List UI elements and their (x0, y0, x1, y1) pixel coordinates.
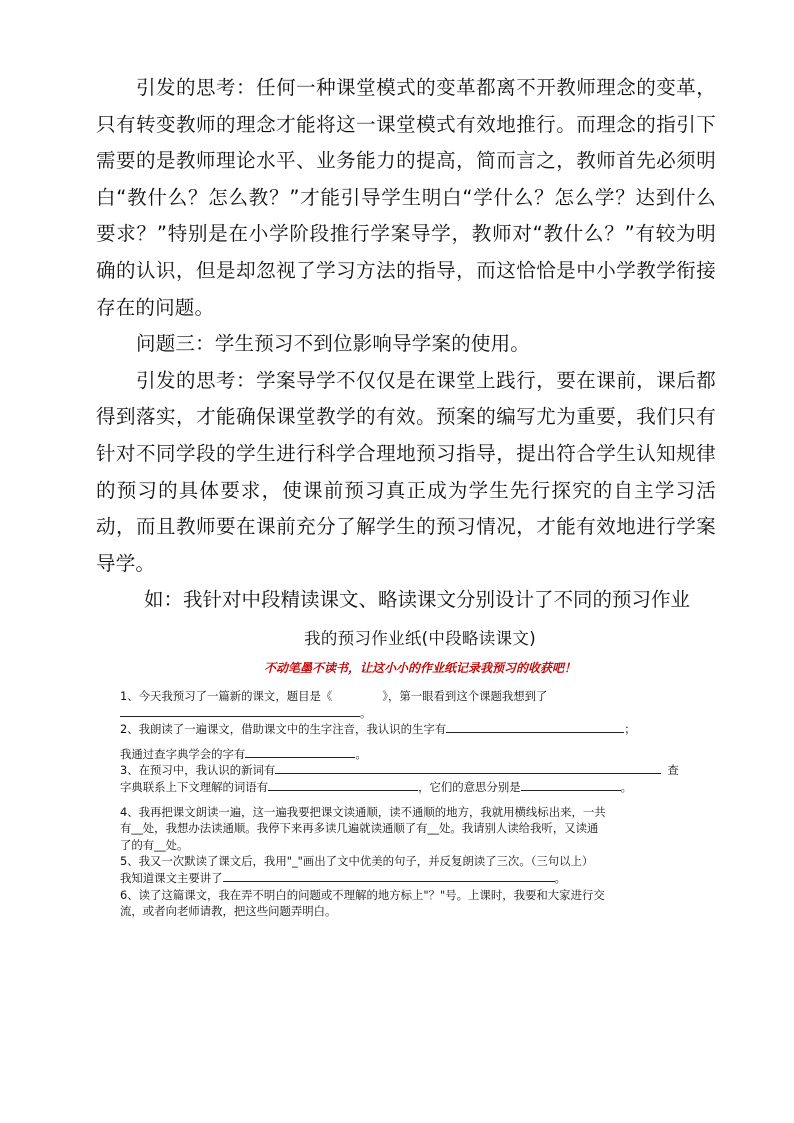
spacer (120, 738, 720, 746)
question-3-text-a: 3、在预习中，我认识的新词有 (120, 763, 276, 778)
main-text (96, 70, 716, 619)
question-4-line-2: 有__处，我想办法读通顺。我停下来再多读几遍就读通顺了有__处。我请别人读给我听，又读通 (120, 821, 599, 836)
question-1-text-a: 1、今天我预习了一篇新的课文，题目是《 (120, 689, 333, 703)
question-2-text-c: 我通过查字典学会的字有 (120, 746, 246, 761)
paragraph-reflection-2: 引发的思考：学案导学不仅仅是在课堂上践行，要在课前，课后都得到落实，才能确保课堂教学的有效。预案的编写尤为重要，我们只有针对不同学段的学生进行科学合理地预习指导，提出符合学生认知规律的预习的具体要求，使课前预习真正成为学生先行探究的自主学习活动，而且教师要在课前充分了解学生的预习情况，才能有效地进行学案导学。 (96, 368, 716, 575)
question-5-line-2 (120, 870, 720, 887)
title-blank (332, 689, 382, 700)
paragraph-reflection-1: 引发的思考：任何一种课堂模式的变革都离不开教师理念的变革，只有转变教师的理念才能将这一课堂模式有效地推行。而理念的指引下需要的是教师理论水平、业务能力的提高，简而言之，教师首先必须明白“教什么？怎么教？”才能引导学生明白“学什么？怎么学？达到什么要求？”特别是在小学阶段推行学案导学，教师对“教什么？”有较为明确的认识，但是却忽视了学习方法的指导，而这恰恰是中小学教学衔接存在的问题。 (96, 76, 716, 319)
question-1-end: 。 (360, 705, 372, 720)
context-words-blank (268, 779, 418, 791)
question-3-text-d: ，它们的意思分别是 (418, 779, 521, 794)
paragraph-problem-3: 问题三：学生预习不到位影响导学案的使用。 (136, 332, 531, 356)
question-1-line-2 (120, 705, 720, 722)
question-6-line-1: 6、读了这篇课文，我在弄不明白的问题或不理解的地方标上"？"号。上课时，我要和大家进行交 (120, 887, 605, 902)
question-3-text-c: 字典联系上下文理解的词语有 (120, 779, 269, 794)
question-4-line-1: 4、我再把课文朗读一遍，这一遍我要把课文读通顺，读不通顺的地方，我就用横线标出来，一共 (120, 804, 606, 819)
meanings-blank (521, 779, 621, 791)
question-2-text-a: 2、我朗读了一遍课文，借助课文中的生字注音，我认识的生字有 (120, 722, 447, 737)
preview-worksheet (120, 628, 720, 920)
question-1 (120, 688, 720, 705)
question-2-line-2 (120, 746, 720, 763)
new-words-blank (275, 762, 661, 774)
question-4-line-3: 了的有__处。 (120, 837, 189, 852)
question-3-end: 。 (620, 779, 633, 794)
known-characters-blank (446, 721, 624, 733)
question-2-end: 。 (355, 746, 367, 761)
dictionary-characters-blank (245, 746, 355, 758)
first-impression-blank (120, 705, 360, 717)
question-5-text: 我知道课文主要讲了 (120, 870, 223, 885)
question-3-text-b: 查 (667, 763, 679, 778)
spacer (120, 796, 720, 804)
example-line: 如：我针对中段精读课文、略读课文分别设计了不同的预习作业 (144, 588, 691, 612)
worksheet-title: 我的预习作业纸(中段略读课文) (304, 629, 536, 648)
question-2 (120, 721, 720, 738)
question-2-text-b: ； (624, 722, 636, 737)
main-idea-blank (223, 870, 555, 882)
question-5-line-1: 5、我又一次默读了课文后，我用"_"画出了文中优美的句子，并反复朗读了三次。（三句以上） (120, 854, 594, 869)
question-3-line-2 (120, 779, 720, 796)
worksheet-slogan: 不动笔墨不读书，让这小小的作业纸记录我预习的收获吧！ (263, 661, 576, 675)
question-6-line-2: 流，或者向老师请教，把这些问题弄明白。 (120, 904, 337, 919)
question-5-end: 。 (554, 870, 566, 885)
question-1-text-b: 》，第一眼看到这个课题我想到了 (382, 689, 548, 703)
question-3 (120, 762, 720, 779)
